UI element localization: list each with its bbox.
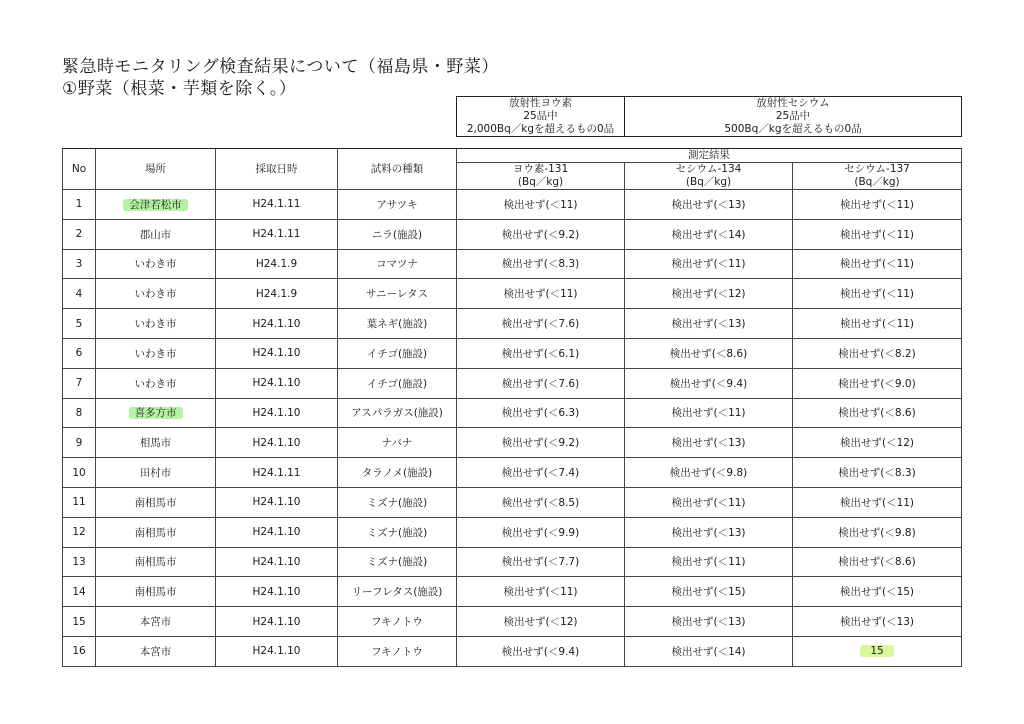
cell-cs134 (625, 368, 793, 398)
cell-cs137 (793, 279, 962, 309)
cell-date (216, 249, 338, 279)
cell-i131 (457, 458, 625, 488)
cell-cs134-text: 検出せず(＜8.6) (669, 347, 748, 360)
table-row (63, 428, 962, 458)
col-header-cs134-label: セシウム-134 (675, 163, 742, 175)
cell-date (216, 487, 338, 517)
cell-sample (338, 309, 457, 339)
cell-cs137-text: 検出せず(＜11) (839, 228, 915, 241)
col-header-cs134-unit: (Bq／kg) (685, 176, 732, 188)
col-header-measurement: 測定結果 (457, 149, 962, 163)
col-header-cs134 (625, 163, 793, 190)
cell-sample (338, 249, 457, 279)
cell-sample-text: サニーレタス (366, 288, 428, 301)
cell-cs137-text: 検出せず(＜8.2) (838, 347, 916, 360)
cell-cs134 (625, 279, 793, 309)
cell-date-text: H24.1.10 (252, 645, 301, 658)
cell-cs137-text: 15 (860, 645, 893, 657)
cell-cs137-text: 検出せず(＜9.0) (838, 377, 916, 390)
cell-cs134-text: 検出せず(＜12) (671, 288, 746, 301)
cell-sample-text: コマツナ (376, 258, 418, 271)
cell-no (63, 190, 96, 220)
cell-place-text: 相馬市 (139, 437, 172, 450)
summary-table (456, 96, 962, 137)
cell-i131-text: 検出せず(＜12) (503, 616, 578, 629)
cell-place (96, 338, 216, 368)
cell-cs137-text: 検出せず(＜9.8) (838, 526, 916, 539)
cell-i131-text: 検出せず(＜9.2) (501, 437, 580, 450)
cell-sample (338, 636, 457, 666)
cell-date (216, 338, 338, 368)
cell-i131 (457, 338, 625, 368)
cell-place-text: いわき市 (134, 258, 177, 271)
cell-sample (338, 458, 457, 488)
page-subtitle: ①野菜（根菜・芋類を除く。） (62, 79, 297, 99)
summary-iodine-threshold: 2,000Bq／kgを超えるもの0品 (466, 123, 615, 135)
cell-no (63, 398, 96, 428)
cell-cs134-text: 検出せず(＜15) (671, 586, 746, 599)
cell-no-text: 11 (72, 496, 86, 509)
page-title: 緊急時モニタリング検査結果について（福島県・野菜） (62, 57, 499, 77)
cell-cs134-text: 検出せず(＜14) (671, 645, 746, 658)
cell-place-text: 喜多方市 (129, 407, 183, 419)
col-header-i131-unit: (Bq／kg) (517, 176, 564, 188)
cell-cs137 (793, 517, 962, 547)
cell-date-text: H24.1.10 (252, 615, 301, 628)
cell-cs134 (625, 458, 793, 488)
cell-no (63, 279, 96, 309)
cell-cs134 (625, 577, 793, 607)
cell-i131-text: 検出せず(＜6.3) (501, 407, 580, 420)
cell-cs137 (793, 309, 962, 339)
cell-sample-text: イチゴ(施設) (366, 347, 428, 360)
cell-i131 (457, 428, 625, 458)
cell-cs137 (793, 338, 962, 368)
cell-cs134 (625, 190, 793, 220)
cell-sample (338, 190, 457, 220)
summary-cesium-label: 放射性セシウム (756, 97, 830, 109)
cell-sample-text: アスパラガス(施設) (351, 407, 443, 420)
cell-date (216, 219, 338, 249)
cell-sample-text: アサツキ (376, 198, 418, 211)
cell-cs137 (793, 219, 962, 249)
cell-no-text: 10 (72, 466, 86, 479)
col-header-place: 場所 (96, 149, 216, 190)
cell-place (96, 249, 216, 279)
cell-date (216, 279, 338, 309)
cell-no-text: 5 (75, 317, 83, 330)
cell-i131-text: 検出せず(＜11) (503, 586, 578, 599)
table-row (63, 368, 962, 398)
cell-place (96, 607, 216, 637)
cell-date-text: H24.1.10 (252, 317, 301, 330)
summary-cesium (625, 97, 962, 137)
cell-place-text: いわき市 (134, 318, 177, 331)
cell-sample-text: ミズナ(施設) (366, 526, 428, 539)
cell-sample (338, 279, 457, 309)
cell-cs137-text: 検出せず(＜11) (839, 288, 915, 301)
cell-i131 (457, 517, 625, 547)
cell-date (216, 398, 338, 428)
cell-cs134 (625, 219, 793, 249)
cell-sample (338, 487, 457, 517)
cell-place (96, 428, 216, 458)
cell-cs137 (793, 398, 962, 428)
table-row (63, 517, 962, 547)
cell-cs137-text: 検出せず(＜11) (839, 318, 915, 331)
cell-no (63, 458, 96, 488)
cell-place-text: 南相馬市 (134, 496, 177, 509)
cell-cs134-text: 検出せず(＜14) (671, 228, 746, 241)
table-row (63, 279, 962, 309)
table-row (63, 249, 962, 279)
cell-no-text: 13 (72, 555, 86, 568)
cell-no (63, 428, 96, 458)
cell-date (216, 636, 338, 666)
cell-place (96, 279, 216, 309)
cell-place (96, 309, 216, 339)
cell-cs137 (793, 190, 962, 220)
col-header-sample: 試料の種類 (338, 149, 457, 190)
cell-no-text: 8 (75, 406, 83, 419)
cell-no (63, 368, 96, 398)
cell-cs134-text: 検出せず(＜11) (671, 556, 746, 569)
cell-date-text: H24.1.10 (252, 377, 301, 390)
cell-cs134-text: 検出せず(＜9.4) (669, 377, 748, 390)
cell-sample (338, 517, 457, 547)
cell-i131-text: 検出せず(＜6.1) (501, 347, 580, 360)
cell-cs137-text: 検出せず(＜8.3) (838, 467, 916, 480)
cell-place-text: いわき市 (134, 377, 177, 390)
cell-date-text: H24.1.11 (252, 228, 301, 241)
cell-date (216, 517, 338, 547)
cell-no (63, 309, 96, 339)
cell-i131 (457, 279, 625, 309)
cell-sample-text: フキノトウ (371, 645, 423, 658)
cell-i131 (457, 607, 625, 637)
table-row (63, 309, 962, 339)
cell-place (96, 636, 216, 666)
cell-place-text: 郡山市 (139, 228, 172, 241)
cell-cs137 (793, 577, 962, 607)
cell-cs134 (625, 607, 793, 637)
cell-no (63, 219, 96, 249)
cell-cs134-text: 検出せず(＜13) (671, 437, 746, 450)
cell-cs134 (625, 249, 793, 279)
cell-cs134-text: 検出せず(＜13) (671, 616, 746, 629)
cell-date (216, 368, 338, 398)
cell-date-text: H24.1.10 (252, 555, 301, 568)
cell-i131-text: 検出せず(＜11) (503, 288, 578, 301)
cell-date-text: H24.1.10 (252, 347, 301, 360)
cell-no-text: 7 (75, 377, 83, 390)
cell-place-text: 南相馬市 (134, 556, 177, 569)
cell-place-text: 南相馬市 (134, 526, 177, 539)
cell-i131 (457, 309, 625, 339)
col-header-cs137-unit: (Bq／kg) (854, 176, 900, 188)
cell-date-text: H24.1.10 (252, 496, 301, 509)
cell-date-text: H24.1.10 (252, 436, 301, 449)
cell-cs134 (625, 338, 793, 368)
cell-cs134-text: 検出せず(＜13) (671, 526, 746, 539)
cell-i131 (457, 368, 625, 398)
cell-cs137-text: 検出せず(＜13) (839, 616, 915, 629)
cell-cs134 (625, 428, 793, 458)
cell-cs137-text: 検出せず(＜11) (839, 496, 915, 509)
cell-date-text: H24.1.11 (252, 198, 301, 211)
cell-sample-text: タラノメ(施設) (361, 467, 433, 480)
cell-place (96, 398, 216, 428)
cell-no-text: 3 (75, 257, 83, 270)
cell-date (216, 547, 338, 577)
cell-i131-text: 検出せず(＜8.5) (501, 496, 580, 509)
cell-cs134 (625, 547, 793, 577)
cell-sample-text: ミズナ(施設) (366, 496, 428, 509)
cell-no-text: 6 (75, 347, 83, 360)
col-header-date: 採取日時 (216, 149, 338, 190)
cell-cs137 (793, 368, 962, 398)
cell-i131-text: 検出せず(＜9.9) (501, 526, 580, 539)
cell-cs137-text: 検出せず(＜11) (839, 258, 915, 271)
cell-place-text: 南相馬市 (134, 586, 177, 599)
cell-i131 (457, 398, 625, 428)
cell-no (63, 249, 96, 279)
cell-cs134-text: 検出せず(＜11) (671, 407, 746, 420)
cell-place-text: いわき市 (134, 347, 177, 360)
cell-place (96, 517, 216, 547)
cell-sample-text: フキノトウ (371, 616, 423, 629)
cell-place (96, 458, 216, 488)
cell-i131-text: 検出せず(＜7.7) (501, 556, 580, 569)
cell-cs137-text: 検出せず(＜15) (839, 586, 915, 599)
table-row (63, 458, 962, 488)
cell-i131-text: 検出せず(＜8.3) (501, 258, 580, 271)
cell-i131 (457, 487, 625, 517)
cell-no (63, 517, 96, 547)
cell-cs137 (793, 428, 962, 458)
cell-i131-text: 検出せず(＜7.6) (501, 377, 580, 390)
cell-date (216, 458, 338, 488)
cell-no-text: 16 (72, 645, 86, 658)
cell-date-text: H24.1.10 (252, 526, 301, 539)
cell-i131-text: 検出せず(＜11) (503, 198, 578, 211)
cell-no-text: 14 (72, 585, 86, 598)
cell-i131-text: 検出せず(＜7.6) (501, 318, 580, 331)
table-row (63, 219, 962, 249)
cell-place (96, 190, 216, 220)
col-header-i131 (457, 163, 625, 190)
col-header-cs137 (793, 163, 962, 190)
cell-no-text: 12 (72, 526, 86, 539)
table-row (63, 190, 962, 220)
cell-cs137 (793, 547, 962, 577)
cell-cs134 (625, 487, 793, 517)
cell-sample-text: 葉ネギ(施設) (366, 318, 428, 331)
cell-no-text: 9 (75, 436, 83, 449)
cell-cs137 (793, 458, 962, 488)
cell-cs134-text: 検出せず(＜11) (671, 496, 746, 509)
cell-sample-text: ミズナ(施設) (366, 556, 428, 569)
cell-cs137-text: 検出せず(＜12) (839, 437, 915, 450)
cell-cs134-text: 検出せず(＜11) (671, 258, 746, 271)
cell-date-text: H24.1.10 (252, 406, 301, 419)
cell-no (63, 547, 96, 577)
cell-place-text: いわき市 (134, 288, 177, 301)
summary-cesium-count: 25品中 (775, 110, 811, 122)
summary-iodine-count: 25品中 (523, 110, 558, 122)
col-header-i131-label: ヨウ素-131 (512, 163, 569, 175)
cell-sample-text: イチゴ(施設) (366, 377, 428, 390)
cell-cs134-text: 検出せず(＜13) (671, 318, 746, 331)
summary-iodine (457, 97, 625, 137)
cell-sample (338, 338, 457, 368)
cell-no-text: 2 (75, 228, 83, 241)
cell-place (96, 219, 216, 249)
cell-sample (338, 607, 457, 637)
cell-i131 (457, 190, 625, 220)
cell-place (96, 547, 216, 577)
cell-no (63, 577, 96, 607)
table-row (63, 547, 962, 577)
summary-iodine-label: 放射性ヨウ素 (509, 97, 572, 109)
cell-i131 (457, 547, 625, 577)
cell-sample (338, 547, 457, 577)
cell-no (63, 607, 96, 637)
cell-i131-text: 検出せず(＜9.2) (501, 228, 580, 241)
cell-i131 (457, 219, 625, 249)
cell-place-text: 本宮市 (139, 645, 172, 658)
cell-date (216, 309, 338, 339)
table-row (63, 636, 962, 666)
cell-no-text: 4 (75, 287, 83, 300)
cell-sample (338, 428, 457, 458)
table-row (63, 338, 962, 368)
col-header-cs137-label: セシウム-137 (844, 163, 910, 175)
cell-sample (338, 398, 457, 428)
cell-no (63, 338, 96, 368)
table-row (63, 607, 962, 637)
cell-cs134 (625, 309, 793, 339)
cell-place-text: 田村市 (139, 467, 172, 480)
cell-sample (338, 577, 457, 607)
cell-cs137-text: 検出せず(＜8.6) (838, 556, 916, 569)
cell-no-text: 1 (75, 198, 83, 211)
cell-cs137 (793, 487, 962, 517)
cell-date (216, 190, 338, 220)
cell-cs137-text: 検出せず(＜11) (839, 198, 915, 211)
cell-sample (338, 368, 457, 398)
cell-no (63, 487, 96, 517)
cell-cs137 (793, 636, 962, 666)
cell-date-text: H24.1.9 (255, 287, 298, 300)
table-row (63, 577, 962, 607)
cell-i131-text: 検出せず(＜9.4) (501, 645, 580, 658)
cell-place-text: 本宮市 (139, 616, 172, 629)
cell-cs134-text: 検出せず(＜13) (671, 198, 746, 211)
cell-date (216, 577, 338, 607)
cell-no-text: 15 (72, 615, 86, 628)
cell-date (216, 607, 338, 637)
col-header-no: No (63, 149, 96, 190)
results-body (63, 190, 962, 667)
cell-cs134 (625, 517, 793, 547)
cell-i131-text: 検出せず(＜7.4) (501, 467, 580, 480)
cell-cs137-text: 検出せず(＜8.6) (838, 407, 916, 420)
cell-cs134 (625, 636, 793, 666)
cell-no (63, 636, 96, 666)
cell-place (96, 577, 216, 607)
cell-cs137 (793, 249, 962, 279)
cell-sample-text: ナバナ (381, 437, 413, 450)
cell-place (96, 487, 216, 517)
cell-cs134-text: 検出せず(＜9.8) (669, 467, 748, 480)
summary-cesium-threshold: 500Bq／kgを超えるもの0品 (724, 123, 862, 135)
cell-sample-text: ニラ(施設) (371, 228, 423, 241)
cell-date-text: H24.1.10 (252, 585, 301, 598)
table-row (63, 487, 962, 517)
cell-date (216, 428, 338, 458)
cell-date-text: H24.1.9 (255, 257, 298, 270)
results-table (62, 148, 962, 667)
cell-i131 (457, 249, 625, 279)
table-row (63, 398, 962, 428)
cell-sample (338, 219, 457, 249)
cell-cs137 (793, 607, 962, 637)
cell-place-text: 会津若松市 (123, 199, 188, 211)
cell-sample-text: リーフレタス(施設) (351, 586, 443, 599)
cell-place (96, 368, 216, 398)
cell-date-text: H24.1.11 (252, 466, 301, 479)
cell-i131 (457, 577, 625, 607)
cell-cs134 (625, 398, 793, 428)
cell-i131 (457, 636, 625, 666)
